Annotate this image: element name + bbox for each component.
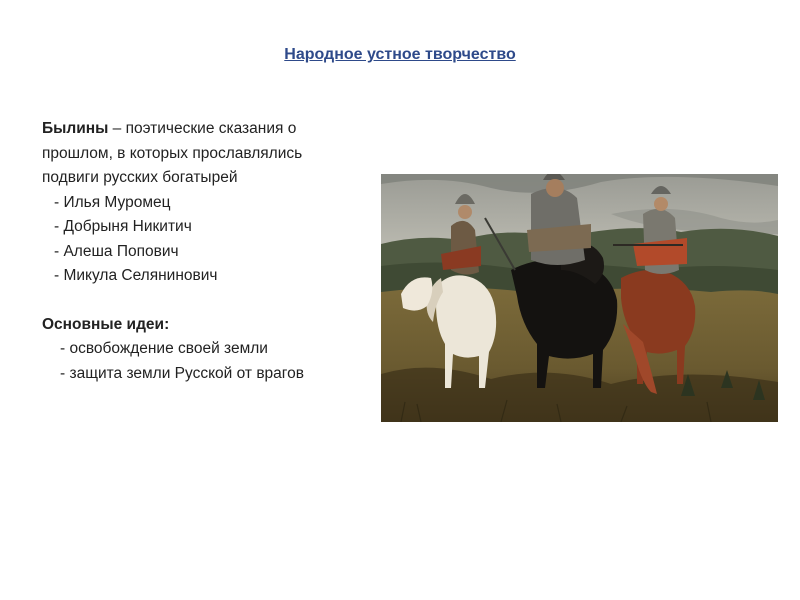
main-text: [42, 117, 387, 386]
hero-list-item: - Илья Муромец: [54, 193, 171, 211]
bylina-definition-part-1: – поэтические сказания о: [108, 120, 297, 137]
bylina-definition-line-1: [42, 117, 387, 142]
hero-list-item: - Добрыня Никитич: [54, 218, 192, 235]
slide-title: Народное устное творчество: [284, 46, 516, 63]
idea-list-item: - освобождение своей земли: [60, 340, 268, 357]
bylina-definition-line-3: подвиги русских богатырей: [42, 169, 238, 186]
bylina-term: Былины: [42, 120, 109, 137]
spacer: [42, 289, 387, 313]
hero-list-item: - Микула Селянинович: [54, 267, 218, 284]
bogatyrs-painting: [381, 174, 778, 422]
ideas-heading: Основные идеи:: [42, 315, 170, 333]
hero-list-item: - Алеша Попович: [54, 242, 179, 260]
idea-list-item: - защита земли Русской от врагов: [60, 364, 304, 382]
bylina-definition-line-2: прошлом, в которых прославлялись: [42, 144, 303, 162]
